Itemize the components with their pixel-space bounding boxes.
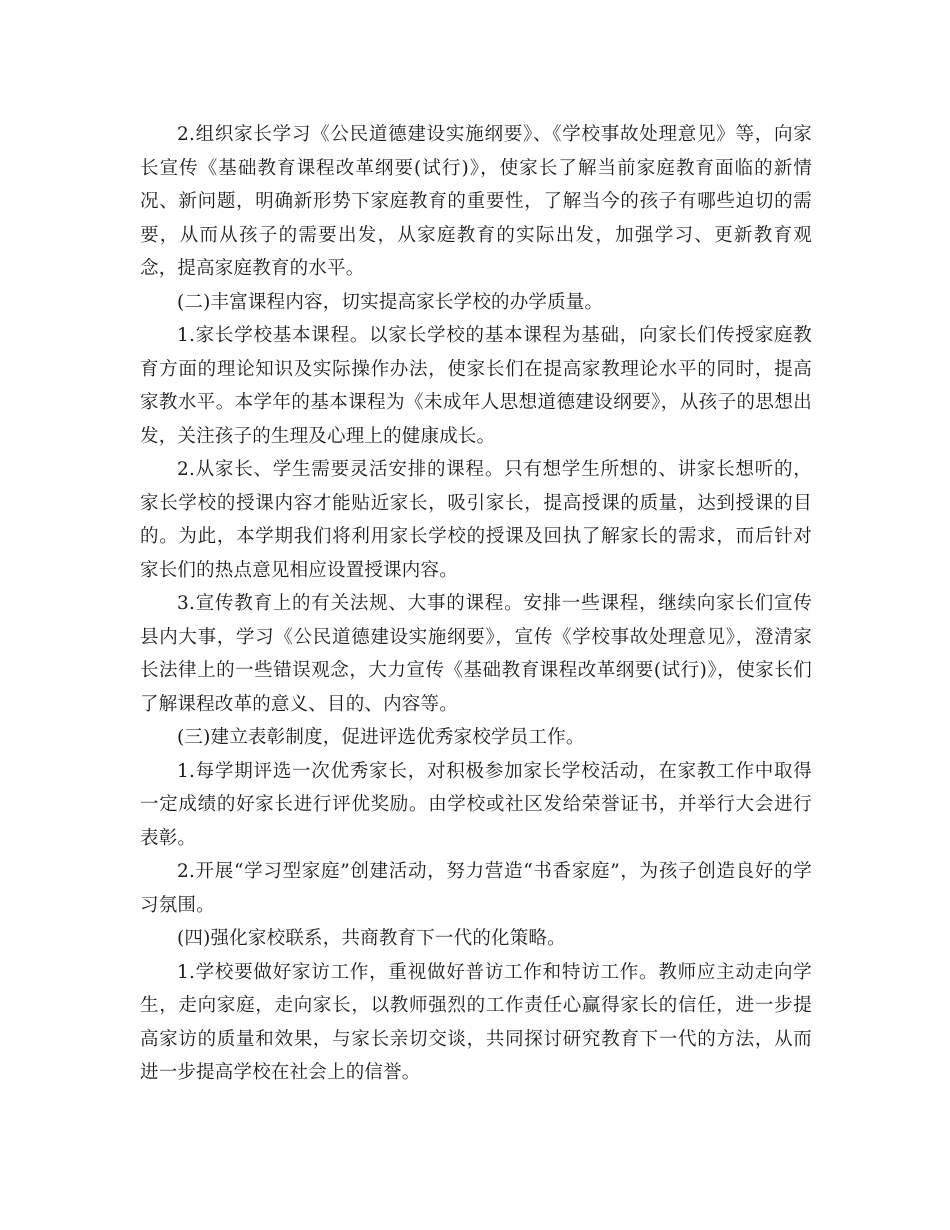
section-heading-2: (二)丰富课程内容，切实提高家长学校的办学质量。 <box>177 291 604 313</box>
paragraph-parent-study: 2.组织家长学习《公民道德建设实施纲要》、《学校事故处理意见》等，向家长宣传《基础教育课程改革纲要(试行)》，使家长了解当前家庭教育面临的新情况、新问题，明确新形势下家庭教育的重要性，了解当今的孩子有哪些迫切的需要，从而从孩子的需要出发，从家庭教育的实际出发，加强学习、更新教育观念，提高家庭教育的水平。 <box>140 124 812 279</box>
paragraph-home-visits: 1.学校要做好家访工作，重视做好普访工作和特访工作。教师应主动走向学生，走向家庭，走向家长，以教师强烈的工作责任心赢得家长的信任，进一步提高家访的质量和效果，与家长亲切交谈，共同探讨研究教育下一代的方法，从而进一步提高学校在社会上的信誉。 <box>140 961 812 1083</box>
paragraph-basic-course: 1.家长学校基本课程。以家长学校的基本课程为基础，向家长们传授家庭教育方面的理论知识及实际操作办法，使家长们在提高家教理论水平的同时，提高家教水平。本学年的基本课程为《未成年人思想道德建设纲要》，从孩子的思想出发，关注孩子的生理及心理上的健康成长。 <box>140 325 812 447</box>
section-heading-4: (四)强化家校联系，共商教育下一代的化策略。 <box>177 928 566 949</box>
document-page <box>140 118 812 1090</box>
paragraph-law-course: 3.宣传教育上的有关法规、大事的课程。安排一些课程，继续向家长们宣传县内大事，学习《公民道德建设实施纲要》，宣传《学校事故处理意见》，澄清家长法律上的一些错误观念，大力宣传《基础教育课程改革纲要(试行)》，使家长们了解课程改革的意义、目的、内容等。 <box>140 593 812 715</box>
paragraph-learning-family: 2.开展“学习型家庭”创建活动，努力营造“书香家庭”，为孩子创造良好的学习氛围。 <box>140 861 812 916</box>
section-heading-3: (三)建立表彰制度，促进评选优秀家校学员工作。 <box>177 727 585 748</box>
paragraph-outstanding-parents: 1.每学期评选一次优秀家长，对积极参加家长学校活动，在家教工作中取得一定成绩的好家长进行评优奖励。由学校或社区发给荣誉证书，并举行大会进行表彰。 <box>140 760 812 849</box>
paragraph-flexible-course: 2.从家长、学生需要灵活安排的课程。只有想学生所想的、讲家长想听的，家长学校的授课内容才能贴近家长，吸引家长，提高授课的质量，达到授课的目的。为此，本学期我们将利用家长学校的授课及回执了解家长的需求，而后针对家长们的热点意见相应设置授课内容。 <box>140 459 812 581</box>
